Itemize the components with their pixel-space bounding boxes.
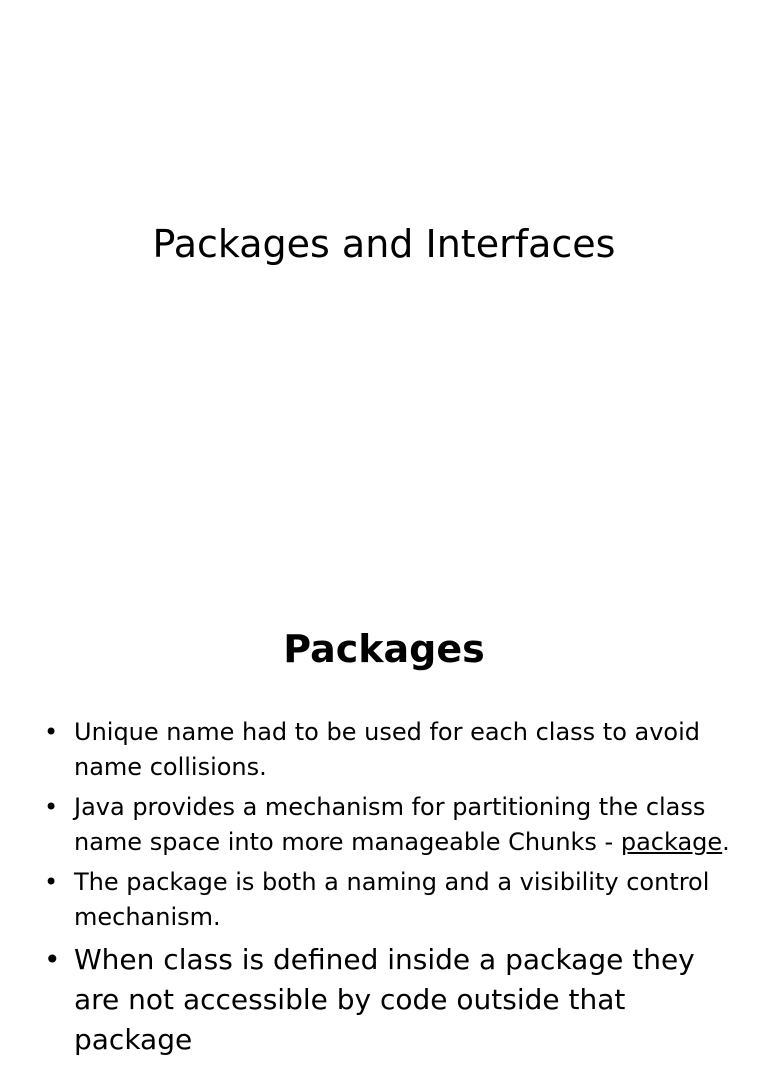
slide-title: Packages and Interfaces (152, 222, 616, 266)
bullet-icon: • (44, 868, 59, 896)
bullet-icon: • (44, 718, 59, 746)
bullet-text: When class is defined inside a package they are not accessible by code outside that package (74, 943, 695, 1056)
package-link[interactable]: package (620, 828, 723, 856)
bullet-text-end: . (722, 828, 730, 856)
bullet-item (44, 865, 734, 935)
bullet-text: Java provides a mechanism for partitioning the class name space into more manageable Chunks - (74, 793, 706, 856)
bullet-icon: • (44, 793, 59, 821)
bullet-list (44, 715, 734, 1065)
bullet-item (44, 790, 734, 860)
bullet-text: The package is both a naming and a visibility control mechanism. (74, 868, 710, 931)
bullet-text: Unique name had to be used for each class to avoid name collisions. (74, 718, 701, 781)
bullet-item (44, 940, 734, 1060)
bullet-item (44, 715, 734, 785)
bullet-icon: • (44, 943, 61, 976)
section-heading: Packages (283, 627, 485, 671)
